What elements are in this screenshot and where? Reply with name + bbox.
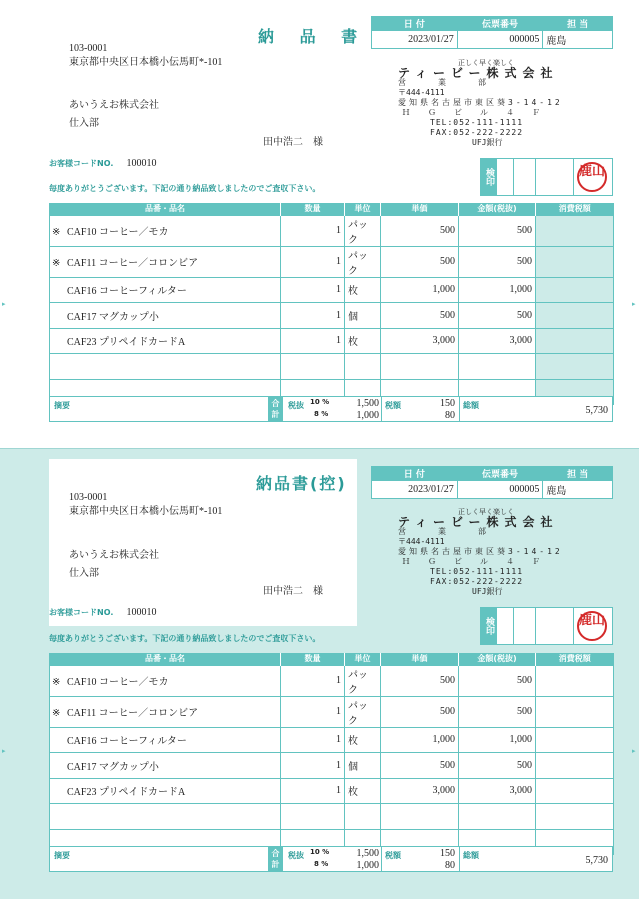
amount-cell: 500 xyxy=(459,753,536,779)
delivery-slip-copy xyxy=(0,449,639,899)
excl-10-value: 1,500 xyxy=(356,398,379,409)
table-row xyxy=(50,753,614,779)
total-label: 合計 xyxy=(268,847,283,871)
table-row xyxy=(50,215,614,246)
right-fold-marker: ▸ xyxy=(632,747,636,755)
col-price-header: 単価 xyxy=(381,653,459,665)
greeting-message: 毎度ありがとうございます。下記の通り納品致しましたのでご査収下さい。 xyxy=(49,184,321,193)
page-title: 納 品 書 xyxy=(258,27,368,46)
customer-code xyxy=(49,600,156,619)
price-cell: 3,000 xyxy=(381,328,459,354)
inspection-stamp-box xyxy=(480,158,613,196)
qty-cell: 1 xyxy=(281,277,345,303)
grand-total-label: 総額 xyxy=(463,401,479,410)
qty-cell: 1 xyxy=(281,246,345,277)
company-slogan: 正しく早く楽しく xyxy=(458,59,514,67)
customer-company: あいうえお株式会社 xyxy=(69,100,159,111)
company-postal: 〒444-4111 xyxy=(398,88,445,97)
qty-cell: 1 xyxy=(281,665,345,696)
tax-8-value: 80 xyxy=(445,860,455,871)
customer-address xyxy=(69,42,222,70)
tax-cell xyxy=(536,696,614,727)
col-qty-header: 数量 xyxy=(281,653,345,665)
table-row xyxy=(50,696,614,727)
item-name: CAF16 コーヒーフィルター xyxy=(67,736,187,748)
header-info-table xyxy=(371,16,613,49)
item-name: CAF11 コーヒー／コロンビア xyxy=(67,258,199,269)
unit-cell: 枚 xyxy=(345,727,381,753)
item-name: CAF10 コーヒー／モカ xyxy=(67,227,169,238)
stamp-label: 検印 xyxy=(481,159,497,195)
item-name-cell xyxy=(50,727,281,753)
company-dept: 営 業 部 xyxy=(398,527,486,536)
item-name: CAF10 コーヒー／モカ xyxy=(67,677,169,688)
customer-code-value: 100010 xyxy=(126,158,157,169)
qty-cell: 1 xyxy=(281,328,345,354)
stamp-label: 検印 xyxy=(481,608,497,644)
issuer-company xyxy=(398,58,563,148)
taxable-mark: ※ xyxy=(52,708,61,719)
company-tel: TEL:052-111-1111 xyxy=(430,118,524,127)
amount-cell: 500 xyxy=(459,665,536,696)
table-row xyxy=(50,328,614,354)
table-row xyxy=(50,778,614,804)
item-name-cell xyxy=(50,215,281,246)
street-address: 東京都中央区日本橋小伝馬町*-101 xyxy=(69,506,223,517)
price-cell: 1,000 xyxy=(381,727,459,753)
customer-address xyxy=(69,491,222,519)
item-name-cell xyxy=(50,354,281,380)
col-staff-header: 担 当 xyxy=(543,467,613,481)
price-cell: 3,000 xyxy=(381,778,459,804)
col-qty-header: 数量 xyxy=(281,203,345,215)
customer-department: 仕入部 xyxy=(69,118,99,129)
table-row xyxy=(50,303,614,329)
company-bank: UFJ銀行 xyxy=(472,587,503,596)
unit-cell: 個 xyxy=(345,753,381,779)
table-row xyxy=(50,246,614,277)
company-slogan: 正しく早く楽しく xyxy=(458,508,514,516)
company-fax: FAX:052-222-2222 xyxy=(430,128,524,137)
seal-stamp: 鹿山 xyxy=(577,611,607,641)
item-name: CAF17 マグカップ小 xyxy=(67,761,159,773)
taxable-mark: ※ xyxy=(52,227,61,238)
tax-cell xyxy=(536,246,614,277)
rate-8: 8 % xyxy=(314,410,329,418)
company-postal: 〒444-4111 xyxy=(398,537,445,546)
taxable-mark: ※ xyxy=(52,677,61,688)
staff-value: 鹿島 xyxy=(543,481,613,499)
table-row xyxy=(50,665,614,696)
tax-8-value: 80 xyxy=(445,410,455,421)
tax-cell xyxy=(536,727,614,753)
item-name-cell xyxy=(50,696,281,727)
col-amount-header: 金額(税抜) xyxy=(459,653,536,665)
qty-cell: 1 xyxy=(281,303,345,329)
tax-10-value: 150 xyxy=(440,398,455,409)
item-name: CAF17 マグカップ小 xyxy=(67,311,159,323)
col-tax-header: 消費税額 xyxy=(536,203,614,215)
excl-label: 税抜 xyxy=(288,851,304,860)
tax-cell xyxy=(536,215,614,246)
amount-cell: 1,000 xyxy=(459,277,536,303)
price-cell: 500 xyxy=(381,303,459,329)
total-label: 合計 xyxy=(268,397,283,421)
header-info-table xyxy=(371,466,613,499)
delivery-slip-original xyxy=(0,0,639,449)
rate-10: 10 % xyxy=(310,398,330,406)
rate-10: 10 % xyxy=(310,848,330,856)
customer-code xyxy=(49,151,156,170)
excl-10-value: 1,500 xyxy=(356,848,379,859)
memo-label: 摘要 xyxy=(54,851,70,860)
qty-cell: 1 xyxy=(281,696,345,727)
tax-10-value: 150 xyxy=(440,848,455,859)
item-name-cell xyxy=(50,246,281,277)
memo-label: 摘要 xyxy=(54,401,70,410)
col-slip-header: 伝票番号 xyxy=(457,467,543,481)
tax-cell xyxy=(536,328,614,354)
unit-cell: 個 xyxy=(345,303,381,329)
item-name: CAF16 コーヒーフィルター xyxy=(67,286,187,298)
col-tax-header: 消費税額 xyxy=(536,653,614,665)
tax-cell xyxy=(536,753,614,779)
taxable-mark: ※ xyxy=(52,258,61,269)
amount-cell: 500 xyxy=(459,696,536,727)
price-cell: 500 xyxy=(381,753,459,779)
unit-cell: 枚 xyxy=(345,277,381,303)
amount-cell: 1,000 xyxy=(459,727,536,753)
amount-cell: 500 xyxy=(459,303,536,329)
postal-code: 103-0001 xyxy=(69,492,108,503)
unit-cell: パック xyxy=(345,246,381,277)
grand-total-label: 総額 xyxy=(463,851,479,860)
tax-label: 税額 xyxy=(385,401,401,410)
grand-total-value: 5,730 xyxy=(585,855,608,866)
customer-department: 仕入部 xyxy=(69,568,99,579)
date-value: 2023/01/27 xyxy=(372,481,458,499)
company-bank: UFJ銀行 xyxy=(472,138,503,147)
item-name: CAF23 プリペイドカードA xyxy=(67,787,186,799)
excl-label: 税抜 xyxy=(288,401,304,410)
unit-cell: パック xyxy=(345,696,381,727)
col-staff-header: 担 当 xyxy=(543,17,613,31)
tax-cell xyxy=(536,303,614,329)
unit-cell: パック xyxy=(345,215,381,246)
customer-code-label: お客様コードNO. xyxy=(49,608,114,617)
customer-code-value: 100010 xyxy=(126,607,157,618)
amount-cell: 500 xyxy=(459,215,536,246)
amount-cell: 500 xyxy=(459,246,536,277)
amount-cell: 3,000 xyxy=(459,328,536,354)
customer-person: 田中浩二 様 xyxy=(263,586,323,597)
items-table xyxy=(49,653,614,855)
company-name: ティービー株式会社 xyxy=(398,515,559,529)
inspection-stamp-box xyxy=(480,607,613,645)
date-value: 2023/01/27 xyxy=(372,31,458,49)
company-tel: TEL:052-111-1111 xyxy=(430,567,524,576)
page-title: 納品書(控) xyxy=(256,474,347,493)
price-cell: 500 xyxy=(381,696,459,727)
col-price-header: 単価 xyxy=(381,203,459,215)
company-address1: 愛知県名古屋市東区葵3-14-12 xyxy=(398,98,563,107)
qty-cell: 1 xyxy=(281,778,345,804)
col-slip-header: 伝票番号 xyxy=(457,17,543,31)
totals-summary xyxy=(49,846,613,872)
slip-number-value: 000005 xyxy=(457,31,543,49)
customer-company: あいうえお株式会社 xyxy=(69,550,159,561)
customer-code-label: お客様コードNO. xyxy=(49,159,114,168)
tax-label: 税額 xyxy=(385,851,401,860)
left-fold-marker: ▸ xyxy=(2,300,6,308)
company-name: ティービー株式会社 xyxy=(398,66,559,80)
item-name-cell xyxy=(50,753,281,779)
company-address2: ＨＧビル４Ｆ xyxy=(402,108,558,117)
excl-8-value: 1,000 xyxy=(356,860,379,871)
amount-cell: 3,000 xyxy=(459,778,536,804)
unit-cell: パック xyxy=(345,665,381,696)
rate-8: 8 % xyxy=(314,860,329,868)
unit-cell: 枚 xyxy=(345,328,381,354)
street-address: 東京都中央区日本橋小伝馬町*-101 xyxy=(69,57,223,68)
col-amount-header: 金額(税抜) xyxy=(459,203,536,215)
left-fold-marker: ▸ xyxy=(2,747,6,755)
item-name-cell xyxy=(50,804,281,830)
item-name: CAF11 コーヒー／コロンビア xyxy=(67,708,199,719)
col-date-header: 日 付 xyxy=(372,17,458,31)
table-row xyxy=(50,277,614,303)
item-name-cell xyxy=(50,328,281,354)
col-date-header: 日 付 xyxy=(372,467,458,481)
postal-code: 103-0001 xyxy=(69,43,108,54)
qty-cell: 1 xyxy=(281,215,345,246)
price-cell: 1,000 xyxy=(381,277,459,303)
qty-cell: 1 xyxy=(281,727,345,753)
excl-8-value: 1,000 xyxy=(356,410,379,421)
unit-cell: 枚 xyxy=(345,778,381,804)
item-name: CAF23 プリペイドカードA xyxy=(67,337,186,349)
company-dept: 営 業 部 xyxy=(398,78,486,87)
col-unit-header: 単位 xyxy=(345,203,381,215)
totals-summary xyxy=(49,396,613,422)
tax-cell xyxy=(536,778,614,804)
table-row xyxy=(50,354,614,380)
col-item-header: 品番・品名 xyxy=(50,203,281,215)
qty-cell: 1 xyxy=(281,753,345,779)
grand-total-value: 5,730 xyxy=(585,405,608,416)
item-name-cell xyxy=(50,303,281,329)
slip-number-value: 000005 xyxy=(457,481,543,499)
item-name-cell xyxy=(50,277,281,303)
tax-cell xyxy=(536,277,614,303)
company-fax: FAX:052-222-2222 xyxy=(430,577,524,586)
price-cell: 500 xyxy=(381,246,459,277)
price-cell: 500 xyxy=(381,665,459,696)
company-address1: 愛知県名古屋市東区葵3-14-12 xyxy=(398,547,563,556)
greeting-message: 毎度ありがとうございます。下記の通り納品致しましたのでご査収下さい。 xyxy=(49,634,321,643)
item-name-cell xyxy=(50,778,281,804)
right-fold-marker: ▸ xyxy=(632,300,636,308)
col-unit-header: 単位 xyxy=(345,653,381,665)
items-table xyxy=(49,203,614,405)
customer-person: 田中浩二 様 xyxy=(263,137,323,148)
item-name-cell xyxy=(50,665,281,696)
col-item-header: 品番・品名 xyxy=(50,653,281,665)
price-cell: 500 xyxy=(381,215,459,246)
table-row xyxy=(50,804,614,830)
company-address2: ＨＧビル４Ｆ xyxy=(402,557,558,566)
issuer-company xyxy=(398,507,563,597)
staff-value: 鹿島 xyxy=(543,31,613,49)
seal-stamp: 鹿山 xyxy=(577,162,607,192)
table-row xyxy=(50,727,614,753)
tax-cell xyxy=(536,665,614,696)
